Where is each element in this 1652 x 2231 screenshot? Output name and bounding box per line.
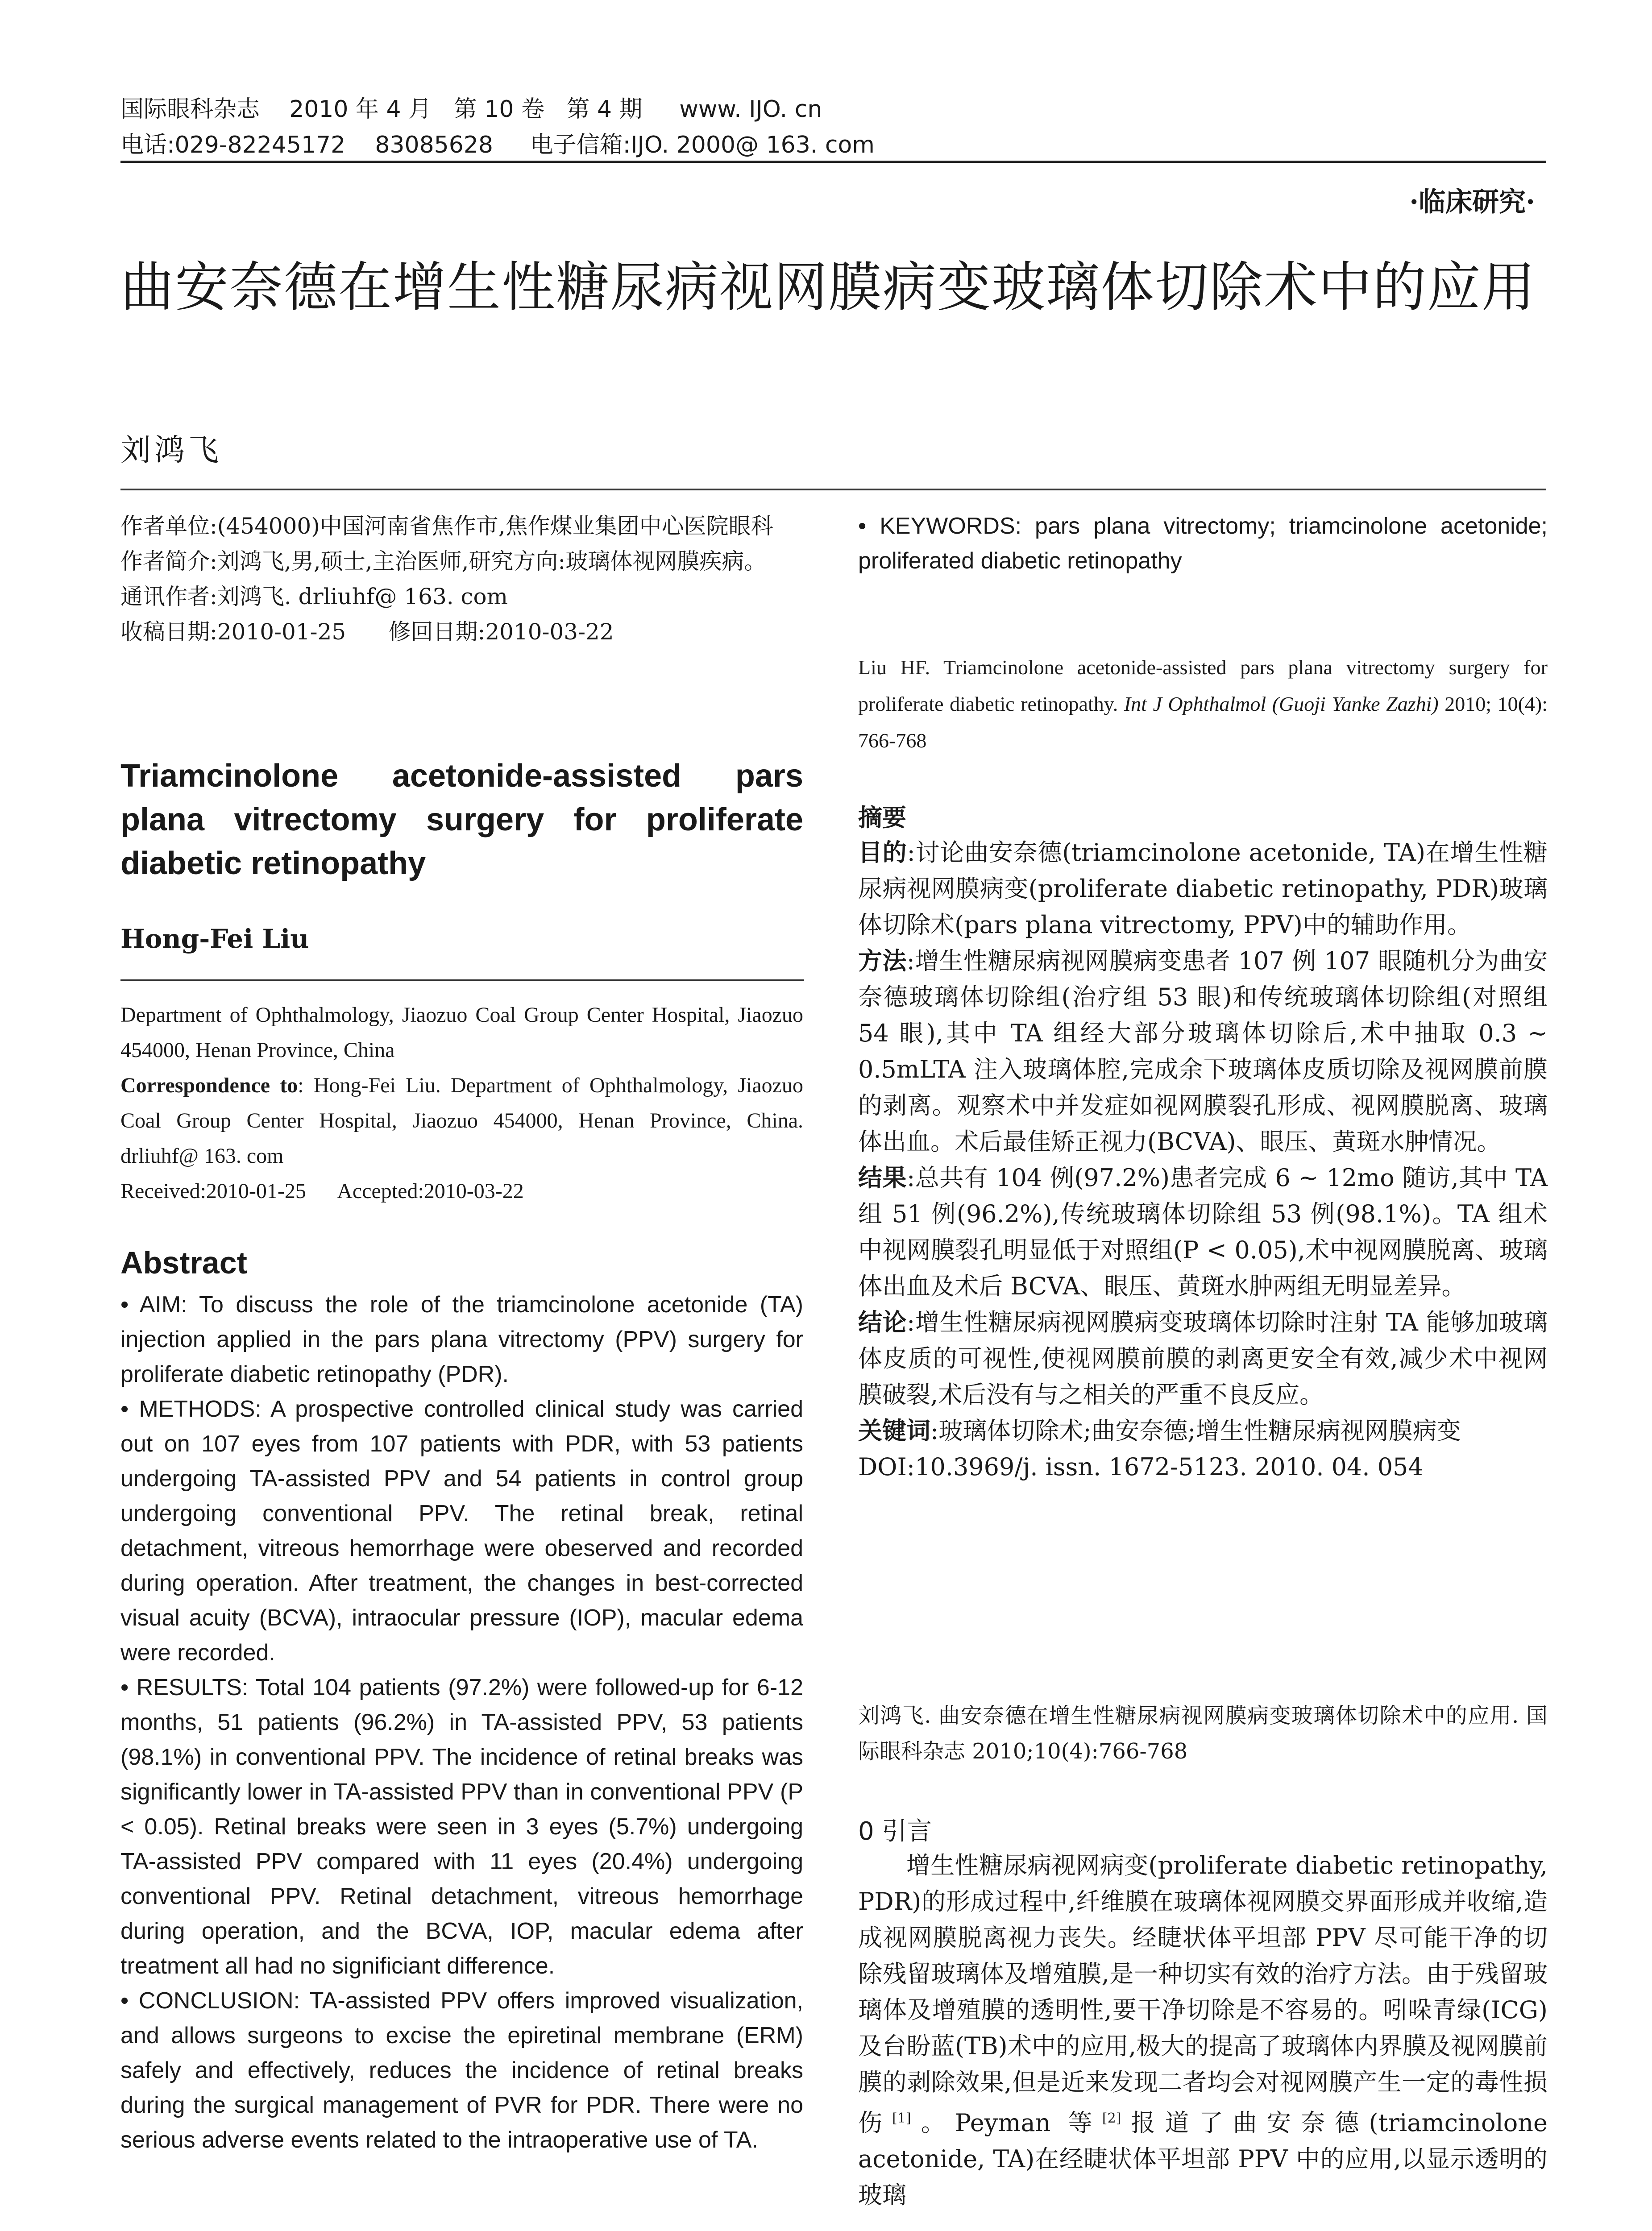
abstract-keywords-en: • KEYWORDS: pars plana vitrectomy; triamcinolone acetonide; proliferated diabetic retinopathy	[858, 513, 1548, 574]
citation-cn: 刘鸿飞. 曲安奈德在增生性糖尿病视网膜病变玻璃体切除术中的应用. 国际眼科杂志 2010;10(4):766-768	[858, 1703, 1548, 1764]
intro-text-mid: 。Peyman 等	[911, 2109, 1102, 2137]
aim-label-cn: 目的	[858, 838, 907, 867]
abstract-results: • RESULTS: Total 104 patients (97.2%) were followed-up for 6-12 months, 51 patients (96.2%) in TA-assisted PPV, 53 patients (98.1%) in conventional PPV. The incidence of retinal breaks was significantly lower in TA-assisted PPV than in conventional PPV (P < 0.05). Retinal breaks were seen in 3 eyes (5.7%) undergoing TA-assisted PPV compared with 11 eyes (20.4%) undergoing conventional PPV. Retinal detachment, vitreous hemorrhage during operation, and the BCVA, IOP, macular edema after treatment all had no significiant difference.	[120, 1675, 803, 1979]
keywords-label-cn: 关键词	[858, 1417, 930, 1445]
aim-text-cn: :讨论曲安奈德(triamcinolone acetonide, TA)在增生性糖尿病视网膜病变(proliferate diabetic retinopathy, PDR)玻璃体切除术(pars plana vitrectomy, PPV)中的辅助作用。	[858, 838, 1548, 939]
correspondence-cn: 通讯作者:刘鸿飞. drliuhf@ 163. com	[120, 584, 508, 610]
citation-en-journal: Int J Ophthalmol (Guoji Yanke Zazhi)	[1124, 693, 1439, 715]
article-title-en: Triamcinolone acetonide-assisted pars plana vitrectomy surgery for proliferate diabetic retinopathy	[120, 758, 803, 881]
bio-cn: 作者简介:刘鸿飞,男,硕士,主治医师,研究方向:玻璃体视网膜疾病。	[120, 548, 767, 574]
reference-1: [1]	[892, 2111, 911, 2126]
author-info-cn	[120, 509, 803, 650]
article-title-cn: 曲安奈德在增生性糖尿病视网膜病变玻璃体切除术中的应用	[120, 257, 1536, 319]
abstract-cn-methods	[858, 943, 1548, 1160]
citation-en	[858, 649, 1548, 759]
abstract-cn-keywords	[858, 1413, 1548, 1449]
dates-cn: 收稿日期:2010-01-25 修回日期:2010-03-22	[120, 619, 614, 645]
citation-en-tail: 2010; 10(4): 766-768	[858, 693, 1548, 752]
author-rule	[120, 489, 1546, 490]
abstract-conclusion: • CONCLUSION: TA-assisted PPV offers improved visualization, and allows surgeons to excise the epiretinal membrane (ERM) safely and effectively, reduces the incidence of retinal breaks during the surgical management of PVR for PDR. There were no serious adverse events related to the intraoperative use of TA.	[120, 1988, 803, 2153]
department-en: Department of Ophthalmology, Jiaozuo Coal Group Center Hospital, Jiaozuo 454000, Henan Province, China	[120, 1003, 803, 1062]
results-text-cn: :总共有 104 例(97.2%)患者完成 6 ~ 12mo 随访,其中 TA 组 51 例(96.2%),传统玻璃体切除组 53 例(98.1%)。TA 组术中视网膜裂孔明显低于对照组(P < 0.05),术中视网膜脱离、玻璃体出血及术后 BCVA、眼压、黄斑水肿两组无明显差异。	[858, 1164, 1548, 1300]
methods-text-cn: :增生性糖尿病视网膜病变患者 107 例 107 眼随机分为曲安奈德玻璃体切除组(治疗组 53 眼)和传统玻璃体切除组(对照组 54 眼),其中 TA 组经大部分玻璃体切除后,术中抽取 0.3 ~ 0.5mLTA 注入玻璃体腔,完成余下玻璃体皮质切除及视网膜前膜的剥离。观察术中并发症如视网膜裂孔形成、视网膜脱离、玻璃体出血。术后最佳矫正视力(BCVA)、眼压、黄斑水肿情况。	[858, 947, 1548, 1156]
correspondence-text: : Hong-Fei Liu. Department of Ophthalmology, Jiaozuo Coal Group Center Hospital, Jiaozuo 454000, Henan Province, China. drliuhf@ 163. com	[120, 1074, 803, 1168]
intro-body	[858, 1847, 1548, 2213]
author-name-en: Hong-Fei Liu	[120, 924, 309, 954]
dates-en: Received:2010-01-25 Accepted:2010-03-22	[120, 1179, 524, 1203]
abstract-cn-conclusion	[858, 1304, 1548, 1413]
affiliation-cn: 作者单位:(454000)中国河南省焦作市,焦作煤业集团中心医院眼科	[120, 513, 773, 539]
abstract-body-en	[120, 1287, 803, 2157]
results-label-cn: 结果	[858, 1164, 907, 1192]
conclusion-label-cn: 结论	[858, 1308, 907, 1336]
citation-en-text: Liu HF. Triamcinolone acetonide-assisted pars plana vitrectomy surgery for proliferate diabetic retinopathy.	[858, 656, 1548, 715]
abstract-body-cn	[858, 834, 1548, 1485]
abstract-cn-results	[858, 1160, 1548, 1304]
header-rule	[120, 161, 1546, 163]
author-info-en	[120, 997, 803, 1209]
reference-2: [2]	[1102, 2111, 1121, 2126]
intro-text: 增生性糖尿病视网病变(proliferate diabetic retinopathy, PDR)的形成过程中,纤维膜在玻璃体视网膜交界面形成并收缩,造成视网膜脱离视力丧失。经睫状体平坦部 PPV 尽可能干净的切除残留玻璃体及增殖膜,是一种切实有效的治疗方法。由于残留玻璃体及增殖膜的透明性,要干净切除是不容易的。吲哚青绿(ICG)及台盼蓝(TB)术中的应用,极大的提高了玻璃体内界膜及视网膜前膜的剥除效果,但是近来发现二者均会对视网膜产生一定的毒性损伤	[858, 1851, 1548, 2137]
intro-text-tail: 报道了曲安奈德(triamcinolone acetonide, TA)在经睫状体平坦部 PPV 中的应用,以显示透明的玻璃	[858, 2109, 1548, 2209]
correspondence-label: Correspondence to	[120, 1074, 298, 1097]
abstract-heading-en: Abstract	[120, 1245, 247, 1280]
header-line-1: 国际眼科杂志 2010 年 4 月 第 10 卷 第 4 期 www. IJO. cn	[120, 96, 822, 123]
abstract-cn-aim	[858, 834, 1548, 943]
abstract-aim: • AIM: To discuss the role of the triamcinolone acetonide (TA) injection applied in the pars plana vitrectomy (PPV) surgery for proliferate diabetic retinopathy (PDR).	[120, 1292, 803, 1387]
correspondence-en	[120, 1068, 803, 1174]
doi: DOI:10.3969/j. issn. 1672-5123. 2010. 04. 054	[858, 1453, 1424, 1481]
author-name-cn: 刘鸿飞	[120, 433, 223, 468]
abstract-heading-cn: 摘要	[858, 804, 906, 832]
keywords-text-cn: :玻璃体切除术;曲安奈德;增生性糖尿病视网膜病变	[930, 1417, 1461, 1445]
section-label: ·临床研究·	[1409, 187, 1535, 218]
methods-label-cn: 方法	[858, 947, 907, 975]
abstract-methods: • METHODS: A prospective controlled clinical study was carried out on 107 eyes from 107 patients with PDR, with 53 patients undergoing TA-assisted PPV and 54 patients in control group undergoing conventional PPV. The retinal break, retinal detachment, vitreous hemorrhage were obeserved and recorded during operation. After treatment, the changes in best-corrected visual acuity (BCVA), intraocular pressure (IOP), macular edema were recorded.	[120, 1396, 803, 1666]
journal-header	[120, 91, 1548, 163]
author-en-rule	[120, 979, 804, 981]
intro-heading: 0 引言	[858, 1817, 932, 1846]
conclusion-text-cn: :增生性糖尿病视网膜病变玻璃体切除时注射 TA 能够加玻璃体皮质的可视性,使视网膜前膜的剥离更安全有效,减少术中视网膜破裂,术后没有与之相关的严重不良反应。	[858, 1308, 1548, 1409]
header-line-2: 电话:029-82245172 83085628 电子信箱:IJO. 2000@ 163. com	[120, 132, 875, 158]
